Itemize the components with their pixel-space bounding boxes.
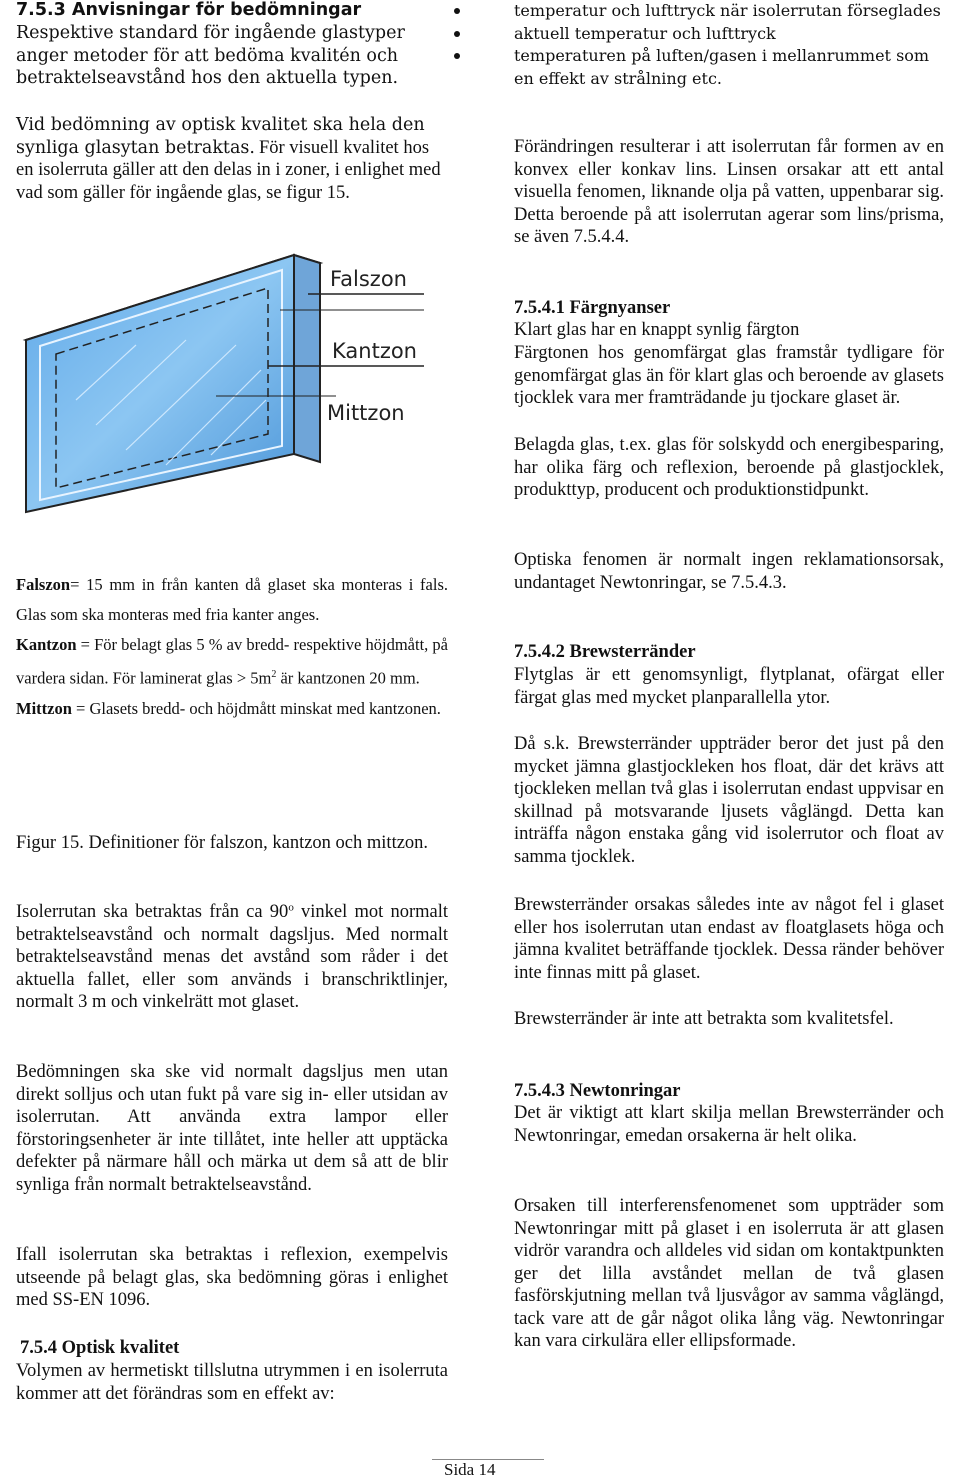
coated-glass-paragraph: Belagda glas, t.ex. glas för solskydd och energibesparing, har olika färg och reflexion, beroende på glastjocklek, produkttyp, producent och produktionstidpunkt. [514, 435, 944, 500]
newton-heading: 7.5.4.3 Newtonringar [514, 1081, 681, 1101]
brewster-cause-paragraph: Då s.k. Brewsterränder uppträder beror det just på den mycket jämna glastjockleken hos float, där det krävs att tjockleken mellan två glas i isolerrutan endast uppvisar en skillnad på motsvarande ljusets våglängd. Detta kan inträffa någon enstaka gång vid isolerrutor och float av samma tjocklek. [514, 734, 944, 867]
label-falszon: Falszon [330, 267, 407, 291]
float-glass-paragraph: Flytglas är ett genomsynligt, flytplanat, ofärgat eller färgat glas med mycket planparallella ytor. [514, 665, 944, 708]
tinted-glass-paragraph: Färgtonen hos genomfärgat glas framstår tydligare för genomfärgat glas än för klart glas och beroende av glasets tjocklek vara mer framträdande ju tjockare glaset är. [514, 343, 944, 408]
kantzon-definition: = För belagt glas 5 % av bredd- respektive höjdmått, på vardera sidan. För laminerat glas > 5m [16, 635, 448, 688]
optical-quality-heading: 7.5.4 Optisk kvalitet [20, 1338, 180, 1358]
mittzon-definition: = Glasets bredd- och höjdmått minskat med kantzonen. [71, 698, 441, 718]
zone-definitions [16, 570, 448, 724]
falszon-definition: = 15 mm in från kanten då glaset ska monteras i fals. Glas som ska monteras med fria kanter anges. [16, 575, 448, 624]
inspection-text-b: För visuell kvalitet hos en isolerruta gäller att den delas in i zoner, i enlighet med vad som gäller för ingående glas, se figur 15. [16, 137, 441, 203]
viewing-text-a: Isolerrutan ska betraktas från ca 90 [16, 902, 289, 922]
inspection-text-a: Vid bedömning av optisk kvalitet ska hela den synliga glasytan betraktas. [16, 115, 425, 158]
mittzon-term: Mittzon [16, 698, 72, 718]
kantzon-definition-end: är kantzonen 20 mm. [276, 668, 420, 688]
brewster-not-defect-paragraph: Brewsterränder är inte att betrakta som kvalitetsfel. [514, 1009, 894, 1029]
lens-text-a: Förändringen resulterar i att isolerrutan får formen av en konvex eller konkav lins. [514, 137, 944, 180]
reflection-paragraph: Ifall isolerrutan ska betraktas i reflexion, exempelvis utseende på belagt glas, ska bedömning göras i enlighet med SS-EN 1096. [16, 1245, 448, 1310]
page-number: Sida 14 [444, 1460, 496, 1479]
kantzon-superscript: 2 [271, 669, 277, 680]
lens-text-c: Detta beroende på att isolerrutan agerar som lins/prisma, se även 7.5.4.4. [514, 204, 944, 247]
viewing-text-c: Med normalt betraktelseavstånd menas det avstånd som råder i det aktuella fallet, eller som används i branschriktlinjer, normalt 3 m och vinkelrätt mot glaset. [16, 924, 449, 1012]
section-heading: 7.5.3 Anvisningar för bedömningar [16, 0, 362, 20]
lens-paragraph [514, 136, 944, 249]
volume-paragraph: Volymen av hermetiskt tillslutna utrymmen i en isolerruta kommer att det förändras som en effekt av: [16, 1361, 448, 1404]
label-kantzon: Kantzon [332, 339, 417, 363]
newton-cause-paragraph: Orsaken till interferensfenomenet som uppträder som Newtonringar mitt på glaset i en isolerruta är att glasen vidrör varandra och alldeles vid sidan om kontaktpunkten ger det lilla avståndet mellan de två glasen fasförskjutning mellan två ljusvågor av samma våglängd, tack vare att de går något olika lång väg. Newtonringar kan vara cirkulära eller ellipsformade. [514, 1196, 944, 1351]
intro-paragraph: Respektive standard för ingående glastyper anger metoder för att bedöma kvalitén och betraktelseavstånd hos den aktuella typen. [16, 23, 405, 88]
degree-superscript: o [288, 901, 294, 914]
daylight-paragraph [16, 1061, 448, 1196]
viewing-text-b: vinkel mot normalt betraktelseavstånd och normalt dagsljus. [16, 902, 448, 945]
figure-caption: Figur 15. Definitioner för falszon, kantzon och mittzon. [16, 833, 429, 853]
newton-distinguish-paragraph: Det är viktigt att klart skilja mellan Brewsterränder och Newtonringar, emedan orsakerna är helt olika. [514, 1103, 944, 1146]
glass-zones-illustration [16, 250, 448, 520]
list-item: temperaturen på luften/gasen i mellanrummet som en effekt av strålning etc. [419, 45, 944, 90]
label-mittzon: Mittzon [327, 401, 405, 425]
brewster-heading: 7.5.4.2 Brewsterränder [514, 642, 696, 662]
list-item: temperatur och lufttryck när isolerrutan förseglades [419, 0, 944, 23]
viewing-paragraph [16, 901, 448, 1014]
falszon-term: Falszon [16, 575, 71, 594]
lens-text-b: Linsen orsakar att ett antal visuella fenomen, liknande olja på vatten, uppenbarar sig. [514, 159, 944, 202]
list-item: aktuell temperatur och lufttryck [419, 23, 944, 46]
brewster-quality-paragraph: Brewsterränder orsakas således inte av något fel i glaset eller hos isolerrutan utan endast av floatglasets höga och jämna kvalitet beträffande tjocklek. Dessa ränder behöver inte finnas mitt på glaset. [514, 895, 944, 983]
clear-glass-paragraph: Klart glas har en knappt synlig färgton [514, 320, 800, 340]
daylight-text-a: Bedömningen ska ske vid normalt dagsljus men utan direkt solljus och utan fukt på vare sig in- eller utsidan av isolerrutan. [16, 1062, 448, 1127]
inspection-paragraph [16, 114, 448, 204]
effect-list [419, 0, 944, 90]
optical-phenomena-paragraph: Optiska fenomen är normalt ingen reklamationsorsak, undantaget Newtonringar, se 7.5.4.3. [514, 550, 944, 593]
figure-15 [16, 250, 448, 520]
daylight-text-b: Att använda extra lampor eller förstoringsenheter är inte tillåtet, inte heller att upptäcka defekter på närmare håll och märka ut dem så att de blir synliga från normalt betraktelseavstånd. [16, 1107, 448, 1195]
kantzon-term: Kantzon [16, 635, 77, 654]
color-tones-heading: 7.5.4.1 Färgnyanser [514, 298, 671, 318]
